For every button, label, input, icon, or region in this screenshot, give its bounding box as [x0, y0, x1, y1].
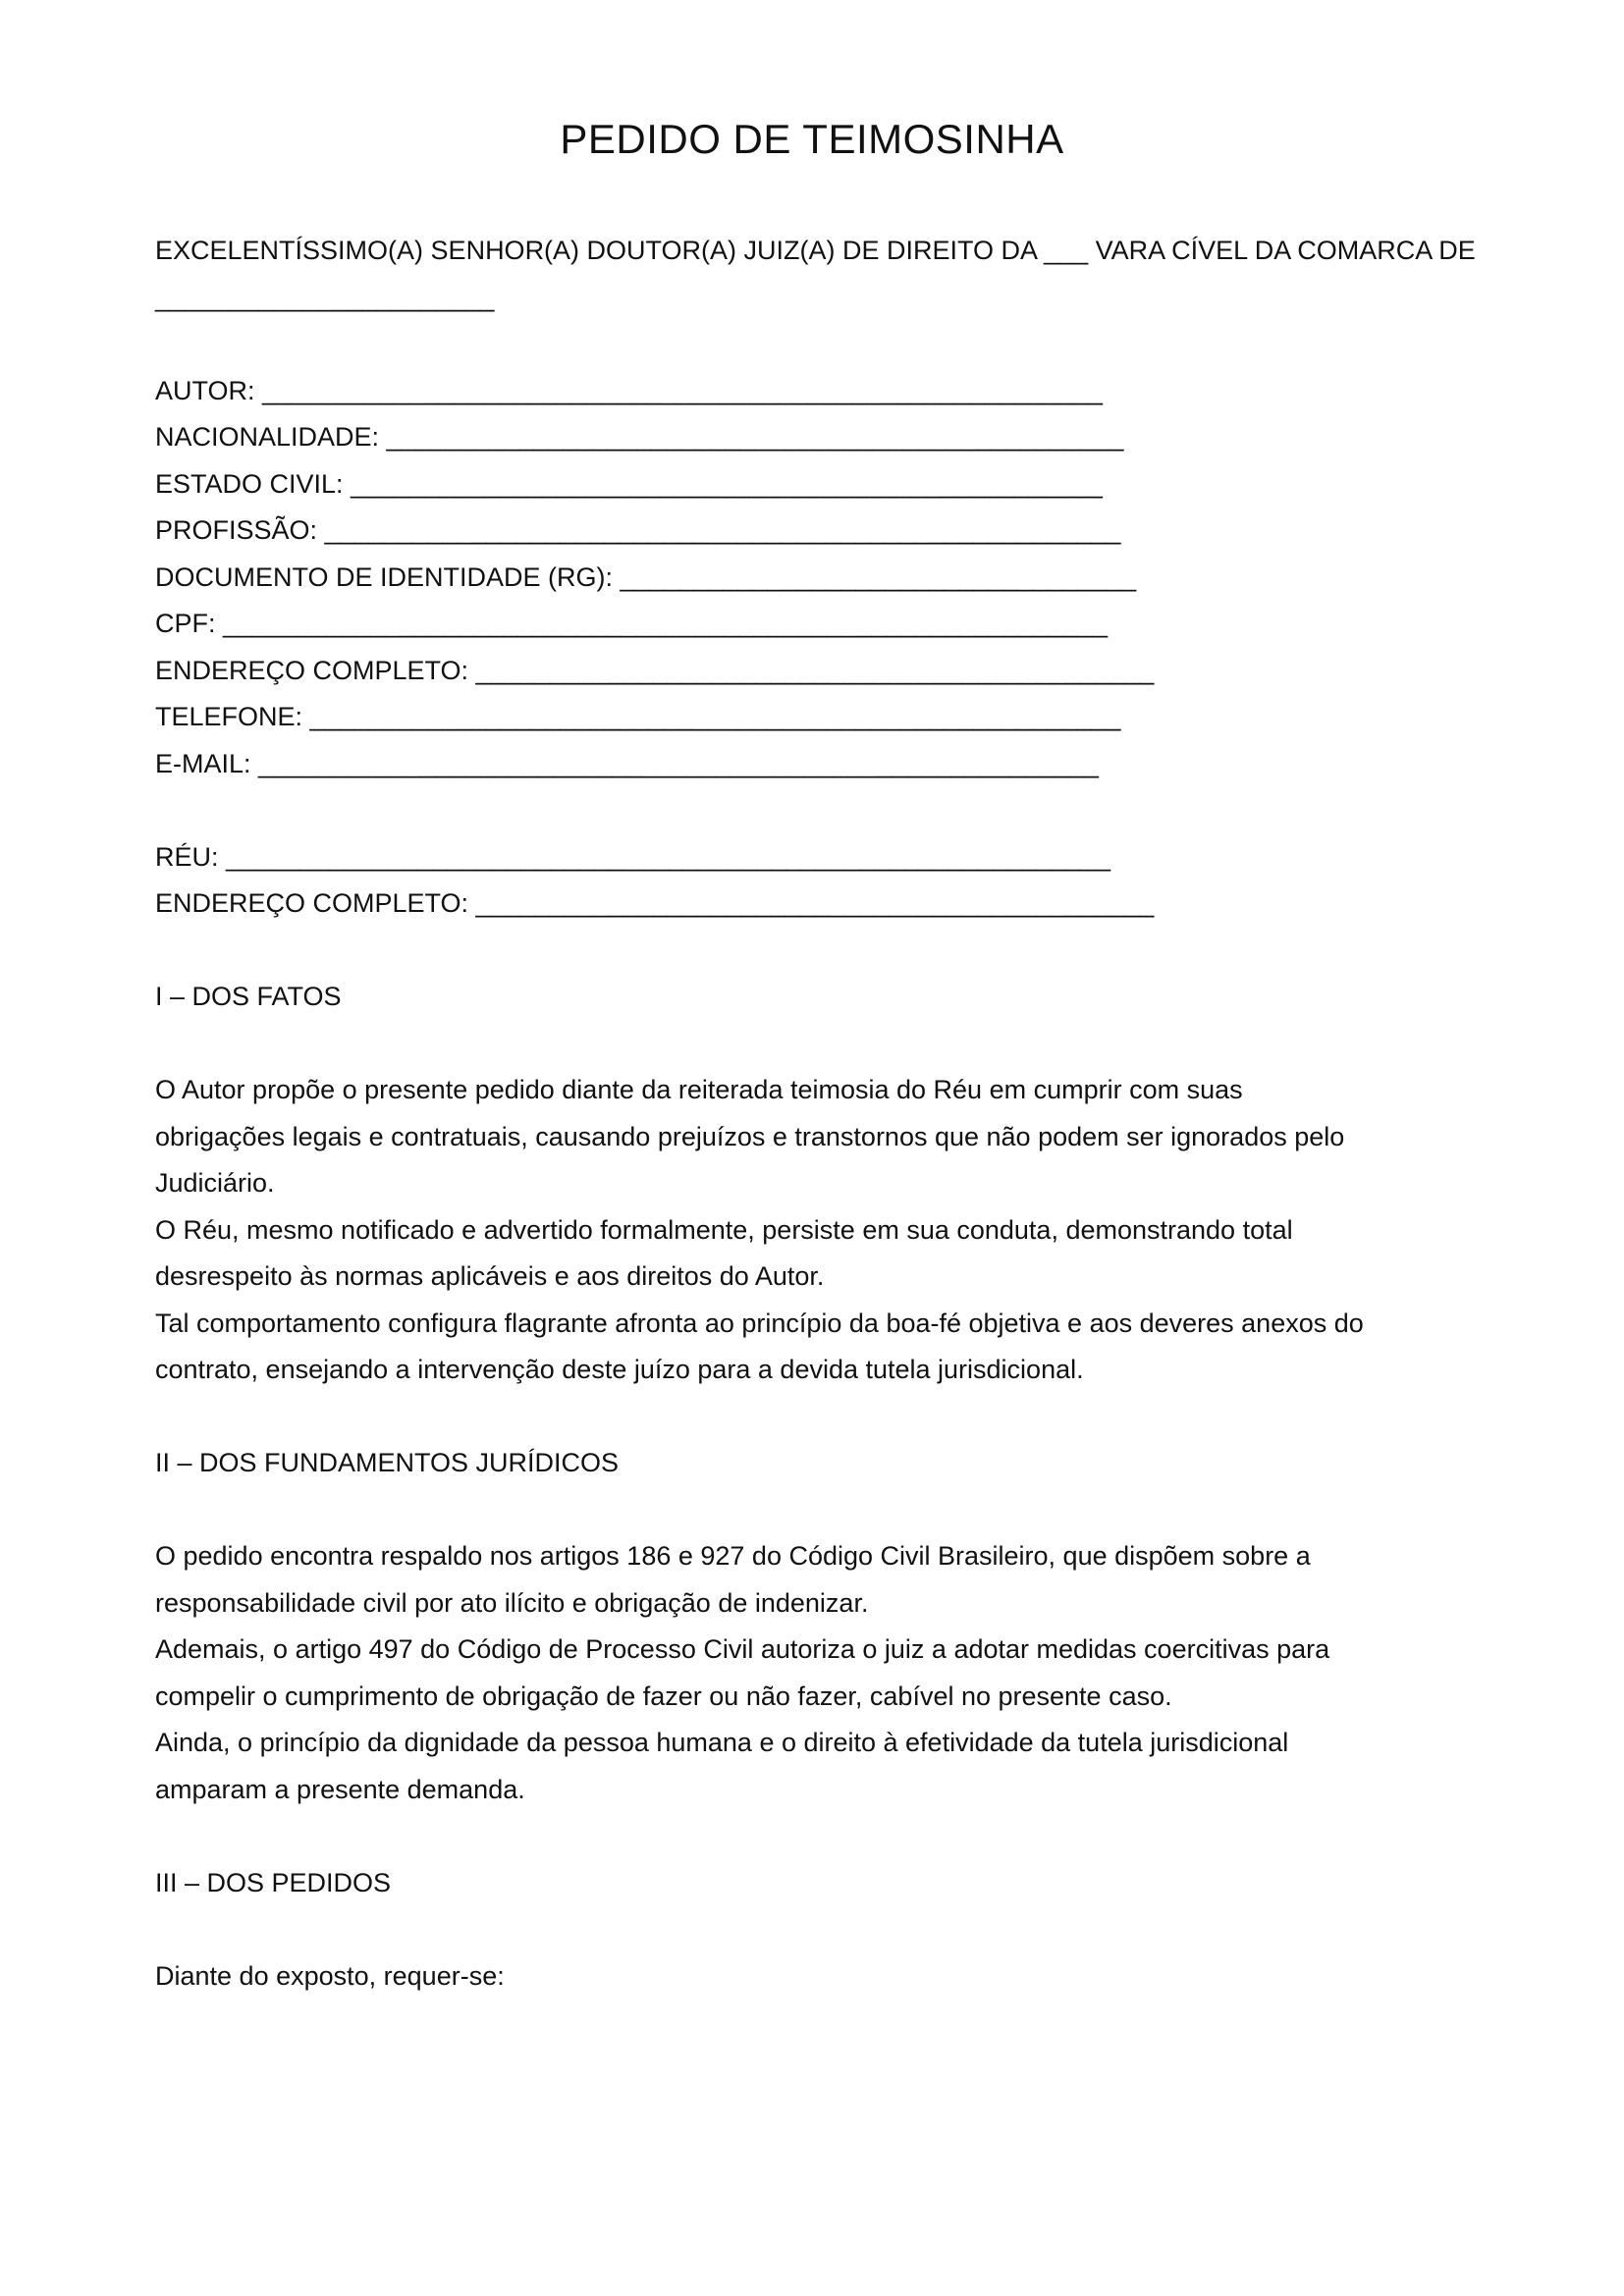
section-fundamentos-text — [155, 1533, 1373, 1813]
paragraph: Ademais, o artigo 497 do Código de Processo Civil autoriza o juiz a adotar medidas coercitivas para compelir o cumprimento de obrigação de fazer ou não fazer, cabível no presente caso. — [155, 1634, 1330, 1711]
field-endereco-reu: ENDEREÇO COMPLETO: ______________________________________________ — [155, 888, 1155, 918]
paragraph: Tal comportamento configura flagrante afronta ao princípio da boa-fé objetiva e aos deveres anexos do contrato, ensejando a intervenção deste juízo para a devida tutela jurisdicional. — [155, 1308, 1364, 1384]
section-heading-fatos: I – DOS FATOS — [155, 982, 342, 1011]
document-body — [155, 228, 1569, 2000]
defendant-fields — [155, 834, 1569, 928]
section-heading-fundamentos: II – DOS FUNDAMENTOS JURÍDICOS — [155, 1448, 620, 1477]
field-reu: RÉU: ____________________________________________________________ — [155, 841, 1110, 872]
author-fields — [155, 368, 1569, 788]
address-line-1: EXCELENTÍSSIMO(A) SENHOR(A) DOUTOR(A) JUIZ(A) DE DIREITO DA ___ VARA CÍVEL DA COMARCA DE — [155, 236, 1476, 265]
field-telefone: TELEFONE: _______________________________________________________ — [155, 702, 1121, 731]
document-title: PEDIDO DE TEIMOSINHA — [560, 116, 1064, 162]
field-email: E-MAIL: _________________________________________________________ — [155, 748, 1099, 778]
field-cpf: CPF: ____________________________________________________________ — [155, 609, 1108, 638]
section-fatos-text — [155, 1067, 1373, 1394]
paragraph: O Autor propõe o presente pedido diante da reiterada teimosia do Réu em cumprir com suas obrigações legais e contratuais, causando prejuízos e transtornos que não podem ser ignorados pelo Judiciário. — [155, 1075, 1345, 1198]
field-autor: AUTOR: _________________________________________________________ — [155, 375, 1103, 405]
requests-intro: Diante do exposto, requer-se: — [155, 1960, 505, 1991]
paragraph: O pedido encontra respaldo nos artigos 186 e 927 do Código Civil Brasileiro, que dispõem sobre a responsabilidade civil por ato ilícito e obrigação de indenizar. — [155, 1541, 1311, 1618]
address-line-2: _______________________ — [155, 282, 495, 312]
field-profissao: PROFISSÃO: ______________________________________________________ — [155, 515, 1121, 545]
paragraph: O Réu, mesmo notificado e advertido formalmente, persiste em sua conduta, demonstrando total desrespeito às normas aplicáveis e aos direitos do Autor. — [155, 1214, 1293, 1291]
field-rg: DOCUMENTO DE IDENTIDADE (RG): ___________________________________ — [155, 561, 1137, 592]
field-nacionalidade: NACIONALIDADE: __________________________________________________ — [155, 422, 1124, 452]
paragraph: Ainda, o princípio da dignidade da pessoa humana e o direito à efetividade da tutela jurisdicional amparam a presente demanda. — [155, 1728, 1289, 1804]
field-endereco-autor: ENDEREÇO COMPLETO: ______________________________________________ — [155, 655, 1155, 685]
field-estado-civil: ESTADO CIVIL: ___________________________________________________ — [155, 468, 1103, 499]
section-heading-pedidos: III – DOS PEDIDOS — [155, 1867, 392, 1897]
